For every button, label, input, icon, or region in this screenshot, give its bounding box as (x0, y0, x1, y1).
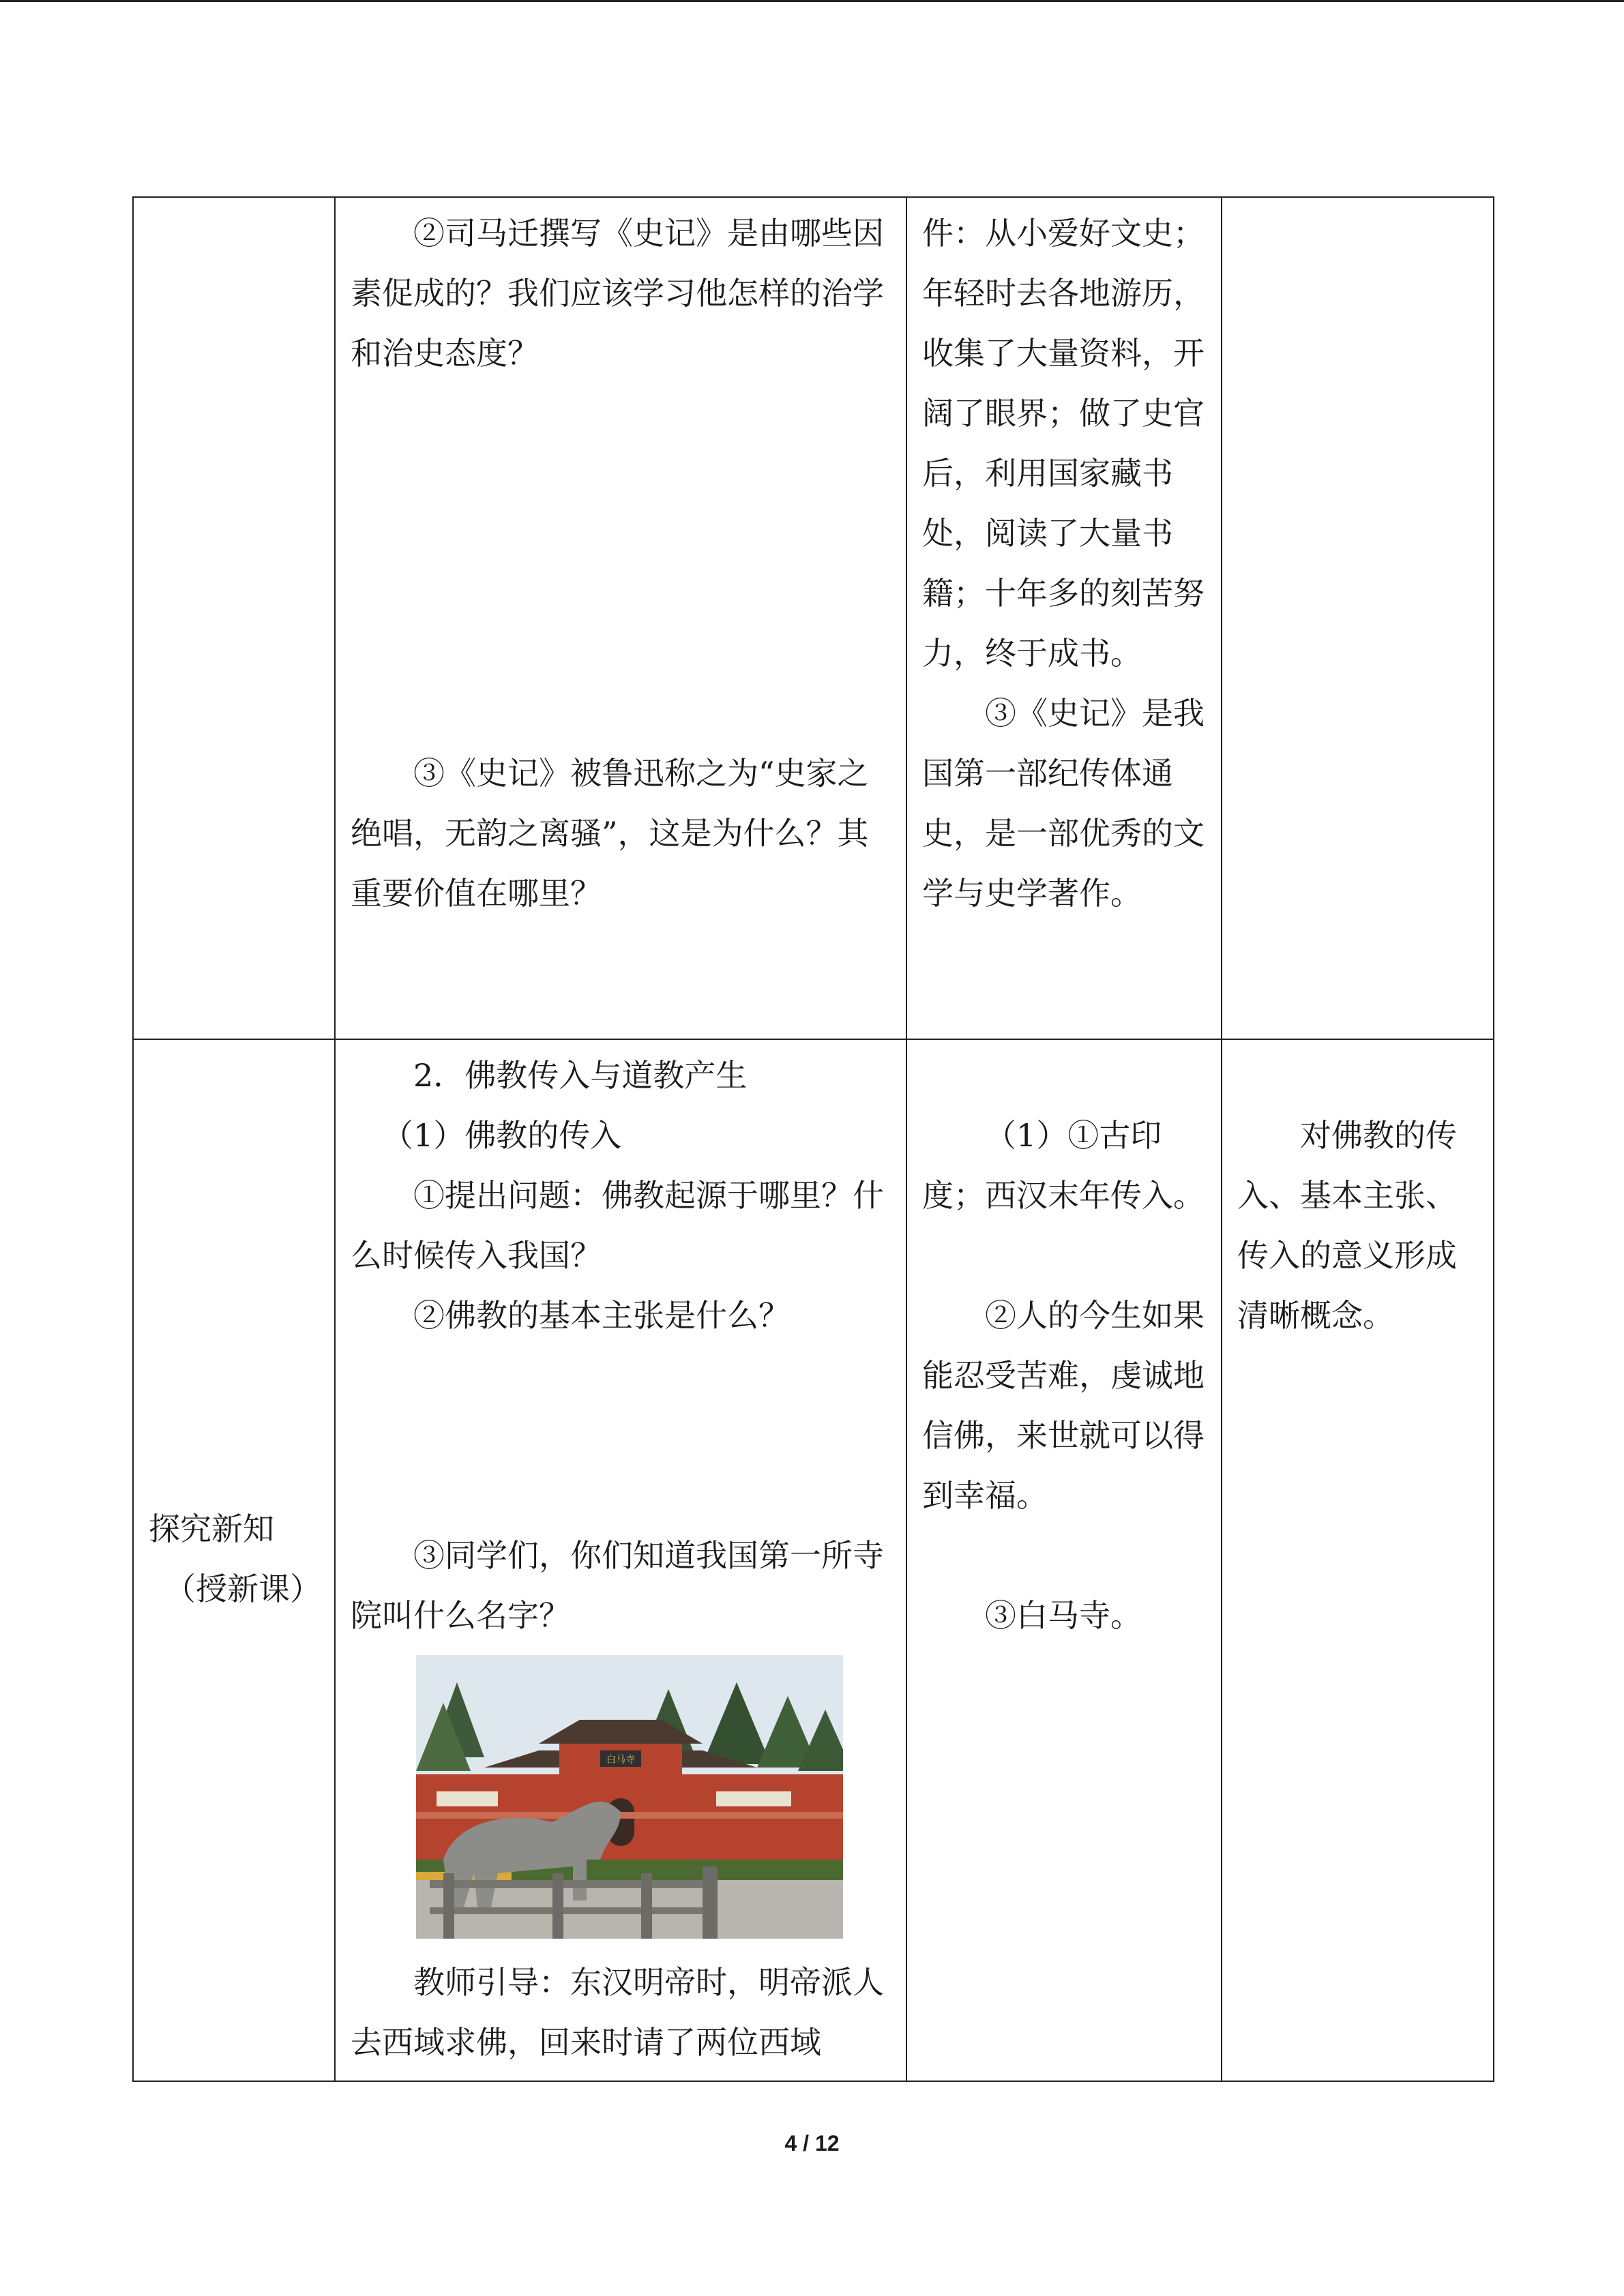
white-horse-temple-photo (416, 1655, 843, 1939)
answer-3: ③《史记》是我国第一部纪传体通史，是一部优秀的文学与史学著作。 (922, 695, 1205, 912)
answer-2: 件：从小爱好文史；年轻时去各地游历，收集了大量资料，开阔了眼界；做了史官后，利用国家藏书处，阅读了大量书籍；十年多的刻苦努力，终于成书。 (922, 215, 1205, 672)
answer-2: ②人的今生如果能忍受苦难，虔诚地信佛，来世就可以得到幸福。 (922, 1297, 1205, 1514)
teacher-activity-cell (335, 1039, 906, 2081)
stage-label: 探究新知 (149, 1510, 274, 1547)
answer-3: ③白马寺。 (985, 1597, 1142, 1634)
question-2: ②司马迁撰写《史记》是由哪些因素促成的？我们应该学习他怎样的治学和治史态度？ (351, 215, 884, 372)
question-3: ③《史记》被鲁迅称之为“史家之绝唱，无韵之离骚”，这是为什么？其重要价值在哪里？ (351, 755, 869, 912)
student-activity-cell (906, 1039, 1222, 2081)
table-row-shiji (133, 197, 1494, 1039)
stage-sublabel: （授新课） (164, 1570, 321, 1607)
lesson-plan-table (132, 196, 1494, 2082)
temple-plaque: 白马寺 (606, 1755, 635, 1765)
subsection-heading: （1）佛教的传入 (382, 1117, 622, 1154)
teacher-activity-cell (335, 197, 906, 1039)
design-intent-cell-empty (1222, 197, 1494, 1039)
teacher-guidance: 教师引导：东汉明帝时，明帝派人去西域求佛，回来时请了两位西域 (351, 1964, 884, 2061)
stage-cell-empty (133, 197, 335, 1039)
page-number: 4 / 12 (784, 2131, 840, 2156)
student-activity-cell (906, 197, 1222, 1039)
question-2: ②佛教的基本主张是什么？ (413, 1297, 790, 1334)
design-intent: 对佛教的传入、基本主张、传入的意义形成清晰概念。 (1237, 1117, 1457, 1334)
question-1: ①提出问题：佛教起源于哪里？什么时候传入我国？ (351, 1177, 884, 1274)
answer-1: （1）①古印度；西汉末年传入。 (922, 1117, 1205, 1214)
section-heading: 2．佛教传入与道教产生 (413, 1057, 748, 1094)
page-top-rule (0, 0, 1624, 2)
design-intent-cell (1222, 1039, 1494, 2081)
table-row-buddhism (133, 1039, 1494, 2081)
question-3: ③同学们，你们知道我国第一所寺院叫什么名字？ (351, 1537, 884, 1634)
stage-cell (133, 1039, 335, 2081)
